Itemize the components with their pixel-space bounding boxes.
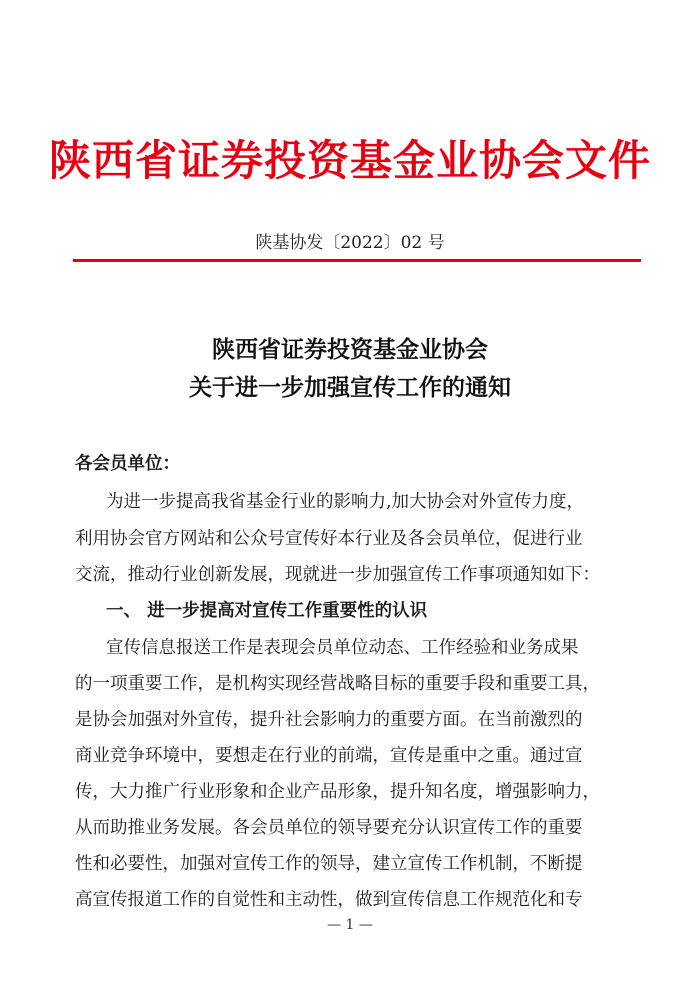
section-heading-1: 一、 进一步提高对宣传工作重要性的认识 <box>106 601 428 621</box>
paragraph-line: 是协会加强对外宣传，提升社会影响力的重要方面。在当前激烈的 <box>75 710 583 730</box>
paragraph-line: 宣传信息报送工作是表现会员单位动态、工作经验和业务成果 <box>106 638 579 658</box>
header-red-rule <box>73 259 641 262</box>
document-number: 陕基协发〔2022〕02 号 <box>255 233 445 253</box>
paragraph-line: 从而助推业务发展。各会员单位的领导要充分认识宣传工作的重要 <box>75 818 583 838</box>
notice-title-line-2: 关于进一步加强宣传工作的通知 <box>189 374 511 401</box>
paragraph-line: 性和必要性，加强对宣传工作的领导，建立宣传工作机制，不断提 <box>75 854 583 874</box>
notice-title-line-1: 陕西省证券投资基金业协会 <box>212 336 488 363</box>
document-header-title: 陕西省证券投资基金业协会文件 <box>48 136 651 185</box>
paragraph-line: 商业竞争环境中，要想走在行业的前端，宣传是重中之重。通过宣 <box>75 746 583 766</box>
paragraph-line: 的一项重要工作，是机构实现经营战略目标的重要手段和重要工具， <box>75 674 600 694</box>
page-number: — 1 — <box>327 917 373 933</box>
paragraph-line: 交流，推动行业创新发展，现就进一步加强宣传工作事项通知如下： <box>75 565 600 585</box>
paragraph-line: 传，大力推广行业形象和企业产品形象，提升知名度，增强影响力， <box>75 782 600 802</box>
paragraph-line: 高宣传报道工作的自觉性和主动性，做到宣传信息工作规范化和专 <box>75 890 583 910</box>
addressee: 各会员单位： <box>75 454 180 474</box>
paragraph-line: 利用协会官方网站和公众号宣传好本行业及各会员单位，促进行业 <box>75 529 583 549</box>
paragraph-line: 为进一步提高我省基金行业的影响力,加大协会对外宣传力度， <box>106 492 585 512</box>
